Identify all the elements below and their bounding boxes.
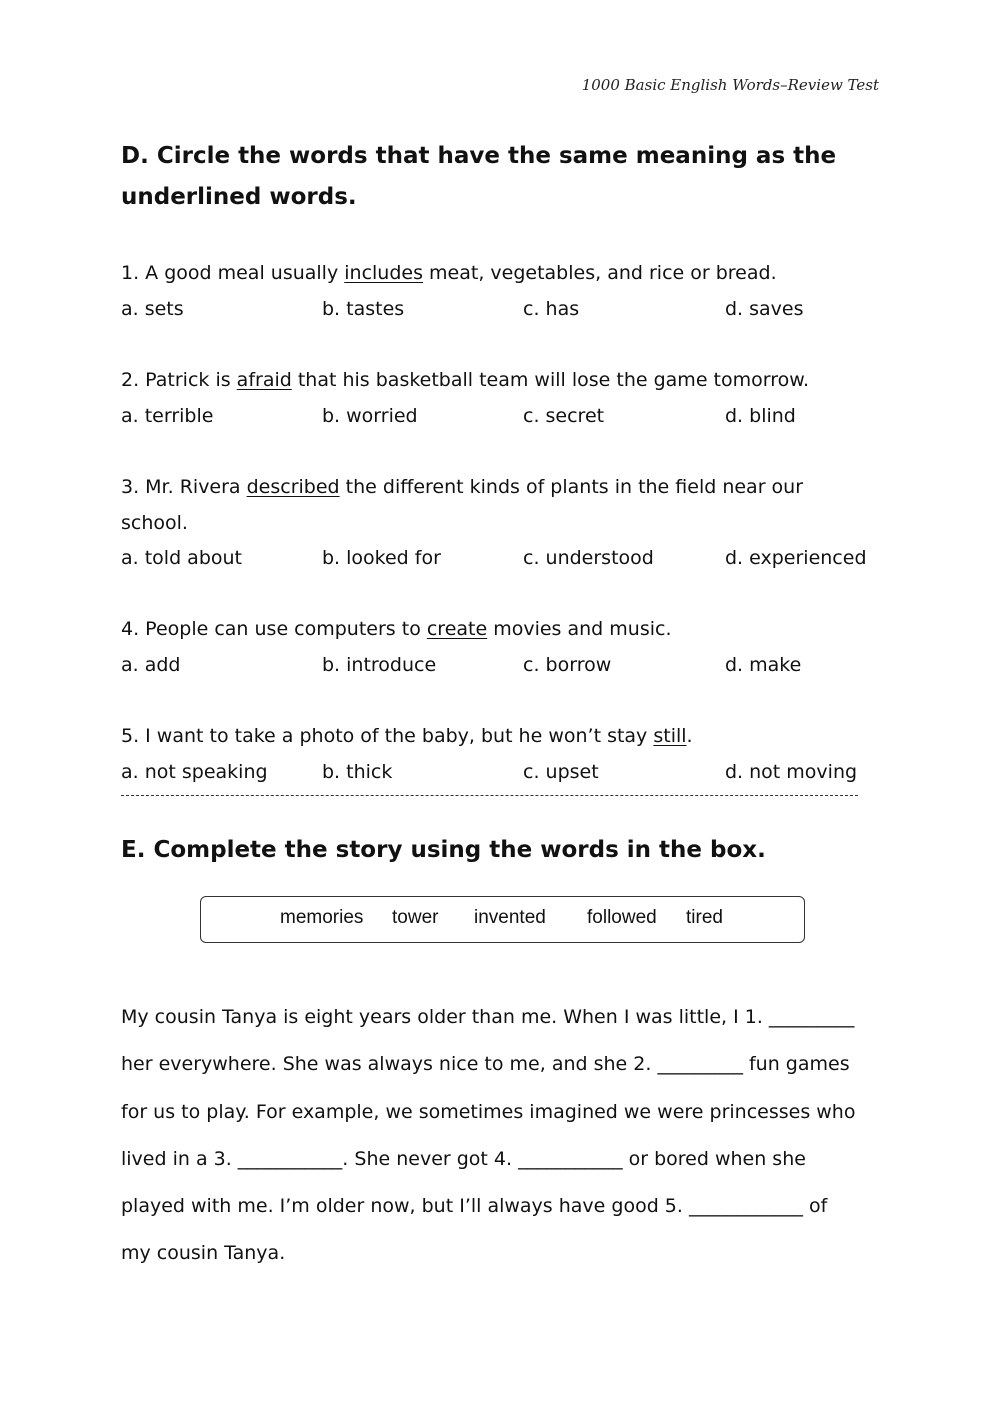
word-box-item: tired — [686, 907, 723, 928]
question-1-option-b[interactable]: b. tastes — [322, 298, 405, 320]
question-5-option-c[interactable]: c. upset — [523, 761, 599, 783]
question-5-underlined-word: still — [653, 725, 687, 747]
story-line: for us to play. For example, we sometimes imagined we were princesses who — [121, 1100, 856, 1123]
word-box-item: invented — [474, 907, 546, 928]
question-2-option-d[interactable]: d. blind — [725, 405, 796, 427]
question-2-option-b[interactable]: b. worried — [322, 405, 418, 427]
story-line: My cousin Tanya is eight years older than me. When I was little, I 1. _________ — [121, 1006, 855, 1028]
question-1-underlined-word: includes — [344, 262, 423, 284]
question-3-option-d[interactable]: d. experienced — [725, 547, 867, 569]
question-4 — [121, 611, 881, 647]
question-4-option-b[interactable]: b. introduce — [322, 654, 437, 676]
word-box-item: tower — [392, 907, 439, 928]
question-3-option-b[interactable]: b. looked for — [322, 547, 441, 569]
question-1 — [121, 255, 881, 291]
question-5-option-d[interactable]: d. not moving — [725, 761, 858, 783]
story-line: her everywhere. She was always nice to me, and she 2. _________ fun games — [121, 1053, 850, 1076]
section-d-title-line1: D. Circle the words that have the same meaning as the — [121, 143, 837, 169]
section-d-title — [121, 136, 881, 218]
question-2-option-a[interactable]: a. terrible — [121, 405, 214, 427]
section-divider — [121, 795, 858, 796]
question-4-underlined-word: create — [426, 618, 488, 640]
story-line: my cousin Tanya. — [121, 1242, 286, 1265]
question-2 — [121, 362, 921, 398]
question-3 — [121, 469, 881, 541]
question-2-underlined-word: afraid — [236, 369, 292, 391]
question-5-text-end: . — [686, 725, 693, 747]
question-5 — [121, 718, 881, 754]
question-3-text: 3. Mr. Rivera — [121, 476, 247, 498]
question-5-text: 5. I want to take a photo of the baby, but he won’t stay — [121, 725, 654, 747]
question-5-option-a[interactable]: a. not speaking — [121, 761, 268, 783]
question-3-underlined-word: described — [246, 476, 340, 498]
question-4-option-d[interactable]: d. make — [725, 654, 802, 676]
word-box — [200, 896, 805, 943]
story-line: lived in a 3. ___________. She never got 4. ___________ or bored when she — [121, 1147, 806, 1170]
question-2-option-c[interactable]: c. secret — [523, 405, 605, 427]
question-2-text-end: that his basketball team will lose the game tomorrow. — [291, 369, 810, 391]
question-4-option-c[interactable]: c. borrow — [523, 654, 612, 676]
page-header: 1000 Basic English Words–Review Test — [581, 76, 879, 94]
story-line: played with me. I’m older now, but I’ll always have good 5. ____________ of — [121, 1195, 828, 1218]
word-box-item: followed — [587, 907, 657, 928]
question-3-option-c[interactable]: c. understood — [523, 547, 654, 569]
word-box-item: memories — [280, 907, 364, 928]
question-4-text-end: movies and music. — [487, 618, 672, 640]
question-1-text-end: meat, vegetables, and rice or bread. — [423, 262, 777, 284]
question-1-option-a[interactable]: a. sets — [121, 298, 184, 320]
question-4-option-a[interactable]: a. add — [121, 654, 181, 676]
question-1-text: 1. A good meal usually — [121, 262, 345, 284]
question-1-option-c[interactable]: c. has — [523, 298, 580, 320]
section-e-title: E. Complete the story using the words in the box. — [121, 837, 766, 863]
question-1-option-d[interactable]: d. saves — [725, 298, 804, 320]
question-4-text: 4. People can use computers to — [121, 618, 427, 640]
section-d-title-line2: underlined words. — [121, 184, 357, 210]
question-3-option-a[interactable]: a. told about — [121, 547, 242, 569]
question-2-text: 2. Patrick is — [121, 369, 237, 391]
question-3-text-end: the different kinds of plants in the field near our — [339, 476, 804, 498]
question-3-text-continued: school. — [121, 512, 188, 534]
story-text — [121, 994, 891, 1278]
question-5-option-b[interactable]: b. thick — [322, 761, 393, 783]
